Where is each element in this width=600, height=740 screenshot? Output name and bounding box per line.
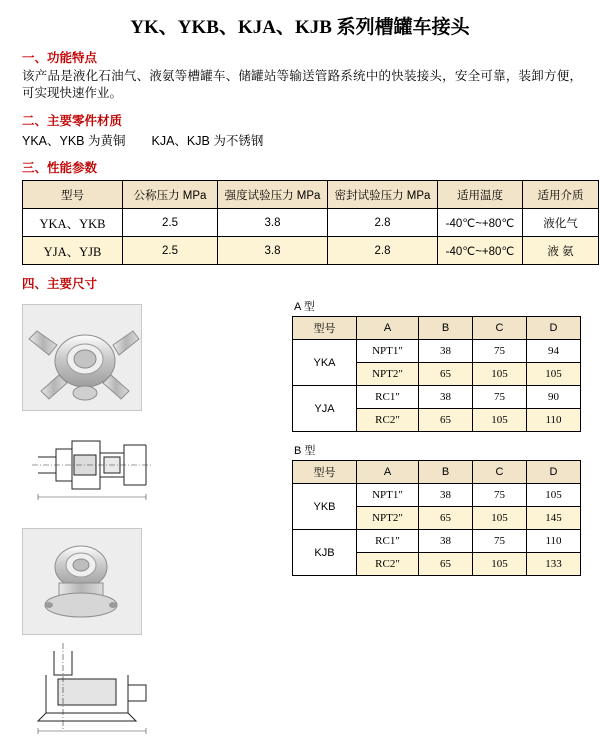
dim-a-col-c: C <box>473 317 527 340</box>
table-row <box>293 484 581 507</box>
spec-col-model: 型号 <box>23 181 123 209</box>
spec-cell-model: YKA、YKB <box>23 209 123 237</box>
dim-b-col-model: 型号 <box>293 461 357 484</box>
technical-drawing-b <box>28 635 156 740</box>
dim-b-cell-b: 38 <box>419 484 473 507</box>
dim-a-cell-a: RC2" <box>357 409 419 432</box>
dim-a-cell-model: YKA <box>293 340 357 386</box>
dim-b-cell-a: RC2" <box>357 553 419 576</box>
spec-col-medium: 适用介质 <box>523 181 599 209</box>
spec-table <box>22 180 599 265</box>
dim-table-a-label: A 型 <box>294 301 315 313</box>
section-heading-dimensions: 四、主要尺寸 <box>22 277 98 291</box>
dim-a-cell-c: 75 <box>473 386 527 409</box>
spec-cell-seal: 2.8 <box>328 209 438 237</box>
technical-drawing-a <box>28 411 156 516</box>
dim-a-cell-c: 105 <box>473 409 527 432</box>
dimensions-section <box>0 298 600 570</box>
dim-a-cell-d: 110 <box>527 409 581 432</box>
spec-cell-strength: 3.8 <box>218 209 328 237</box>
dim-a-cell-c: 75 <box>473 340 527 363</box>
dim-a-cell-a: NPT1" <box>357 340 419 363</box>
dimension-table-a <box>292 316 581 432</box>
dim-b-cell-d: 133 <box>527 553 581 576</box>
spec-col-seal-test: 密封试验压力 MPa <box>328 181 438 209</box>
spec-cell-nominal: 2.5 <box>123 237 218 265</box>
product-photo-a <box>22 304 142 411</box>
dim-b-cell-model: KJB <box>293 530 357 576</box>
drawing-b-graphic <box>28 635 156 740</box>
dim-a-cell-d: 94 <box>527 340 581 363</box>
spec-cell-strength: 3.8 <box>218 237 328 265</box>
dim-a-cell-d: 90 <box>527 386 581 409</box>
dim-a-col-model: 型号 <box>293 317 357 340</box>
page-title: YK、YKB、KJA、KJB 系列槽罐车接头 <box>130 17 470 38</box>
dim-a-header-row <box>293 317 581 340</box>
dim-b-cell-c: 75 <box>473 484 527 507</box>
spec-cell-temp: -40℃~+80℃ <box>438 237 523 265</box>
spec-cell-model: YJA、YJB <box>23 237 123 265</box>
dimension-table-b <box>292 460 581 576</box>
table-row <box>293 530 581 553</box>
dim-b-cell-a: NPT1" <box>357 484 419 507</box>
material-left-text: YKA、YKB 为黄铜 <box>22 134 126 148</box>
section-heading-spec: 三、性能参数 <box>22 161 98 175</box>
table-row <box>23 237 599 265</box>
spec-table-header-row <box>23 181 599 209</box>
section-heading-material: 二、主要零件材质 <box>22 114 123 128</box>
spec-cell-medium: 液化气 <box>523 209 599 237</box>
dim-a-cell-c: 105 <box>473 363 527 386</box>
image-column <box>22 304 280 740</box>
dim-b-cell-d: 145 <box>527 507 581 530</box>
features-paragraph: 该产品是液化石油气、液氨等槽罐车、储罐站等输送管路系统中的快装接头，安全可靠，装卸方便，可实现快速作业。 <box>22 69 582 100</box>
dim-b-col-a: A <box>357 461 419 484</box>
product-photo-b <box>22 528 142 635</box>
dim-b-cell-a: NPT2" <box>357 507 419 530</box>
dim-a-col-b: B <box>419 317 473 340</box>
dim-b-cell-b: 65 <box>419 507 473 530</box>
dimension-tables-column <box>292 298 582 576</box>
section-heading-features: 一、功能特点 <box>22 51 98 65</box>
dim-b-cell-model: YKB <box>293 484 357 530</box>
dim-b-cell-b: 38 <box>419 530 473 553</box>
table-row <box>293 386 581 409</box>
dim-table-b-label: B 型 <box>294 445 316 457</box>
dim-b-cell-c: 75 <box>473 530 527 553</box>
dim-a-cell-d: 105 <box>527 363 581 386</box>
dim-a-col-d: D <box>527 317 581 340</box>
image-row-a <box>22 304 280 516</box>
dim-b-col-b: B <box>419 461 473 484</box>
spec-cell-temp: -40℃~+80℃ <box>438 209 523 237</box>
dim-a-cell-b: 65 <box>419 409 473 432</box>
spec-col-temperature: 适用温度 <box>438 181 523 209</box>
spec-cell-medium: 液 氨 <box>523 237 599 265</box>
dim-b-col-c: C <box>473 461 527 484</box>
spec-col-nominal-pressure: 公称压力 MPa <box>123 181 218 209</box>
dim-a-cell-b: 65 <box>419 363 473 386</box>
dim-b-header-row <box>293 461 581 484</box>
dim-a-cell-a: NPT2" <box>357 363 419 386</box>
image-row-b <box>22 528 280 740</box>
spec-col-strength-test: 强度试验压力 MPa <box>218 181 328 209</box>
drawing-a-graphic <box>28 411 156 516</box>
photo-a-graphic <box>23 305 141 410</box>
dim-b-cell-d: 110 <box>527 530 581 553</box>
dim-a-col-a: A <box>357 317 419 340</box>
table-row <box>23 209 599 237</box>
dim-b-cell-d: 105 <box>527 484 581 507</box>
dim-b-cell-b: 65 <box>419 553 473 576</box>
material-line <box>22 131 600 149</box>
dim-b-cell-c: 105 <box>473 507 527 530</box>
dim-a-cell-b: 38 <box>419 386 473 409</box>
dim-a-cell-model: YJA <box>293 386 357 432</box>
dim-b-col-d: D <box>527 461 581 484</box>
material-right-text: KJA、KJB 为不锈钢 <box>151 134 264 148</box>
dim-b-cell-c: 105 <box>473 553 527 576</box>
photo-b-graphic <box>23 529 141 634</box>
dim-b-cell-a: RC1" <box>357 530 419 553</box>
dim-a-cell-a: RC1" <box>357 386 419 409</box>
dim-a-cell-b: 38 <box>419 340 473 363</box>
table-row <box>293 340 581 363</box>
spec-cell-nominal: 2.5 <box>123 209 218 237</box>
spec-cell-seal: 2.8 <box>328 237 438 265</box>
